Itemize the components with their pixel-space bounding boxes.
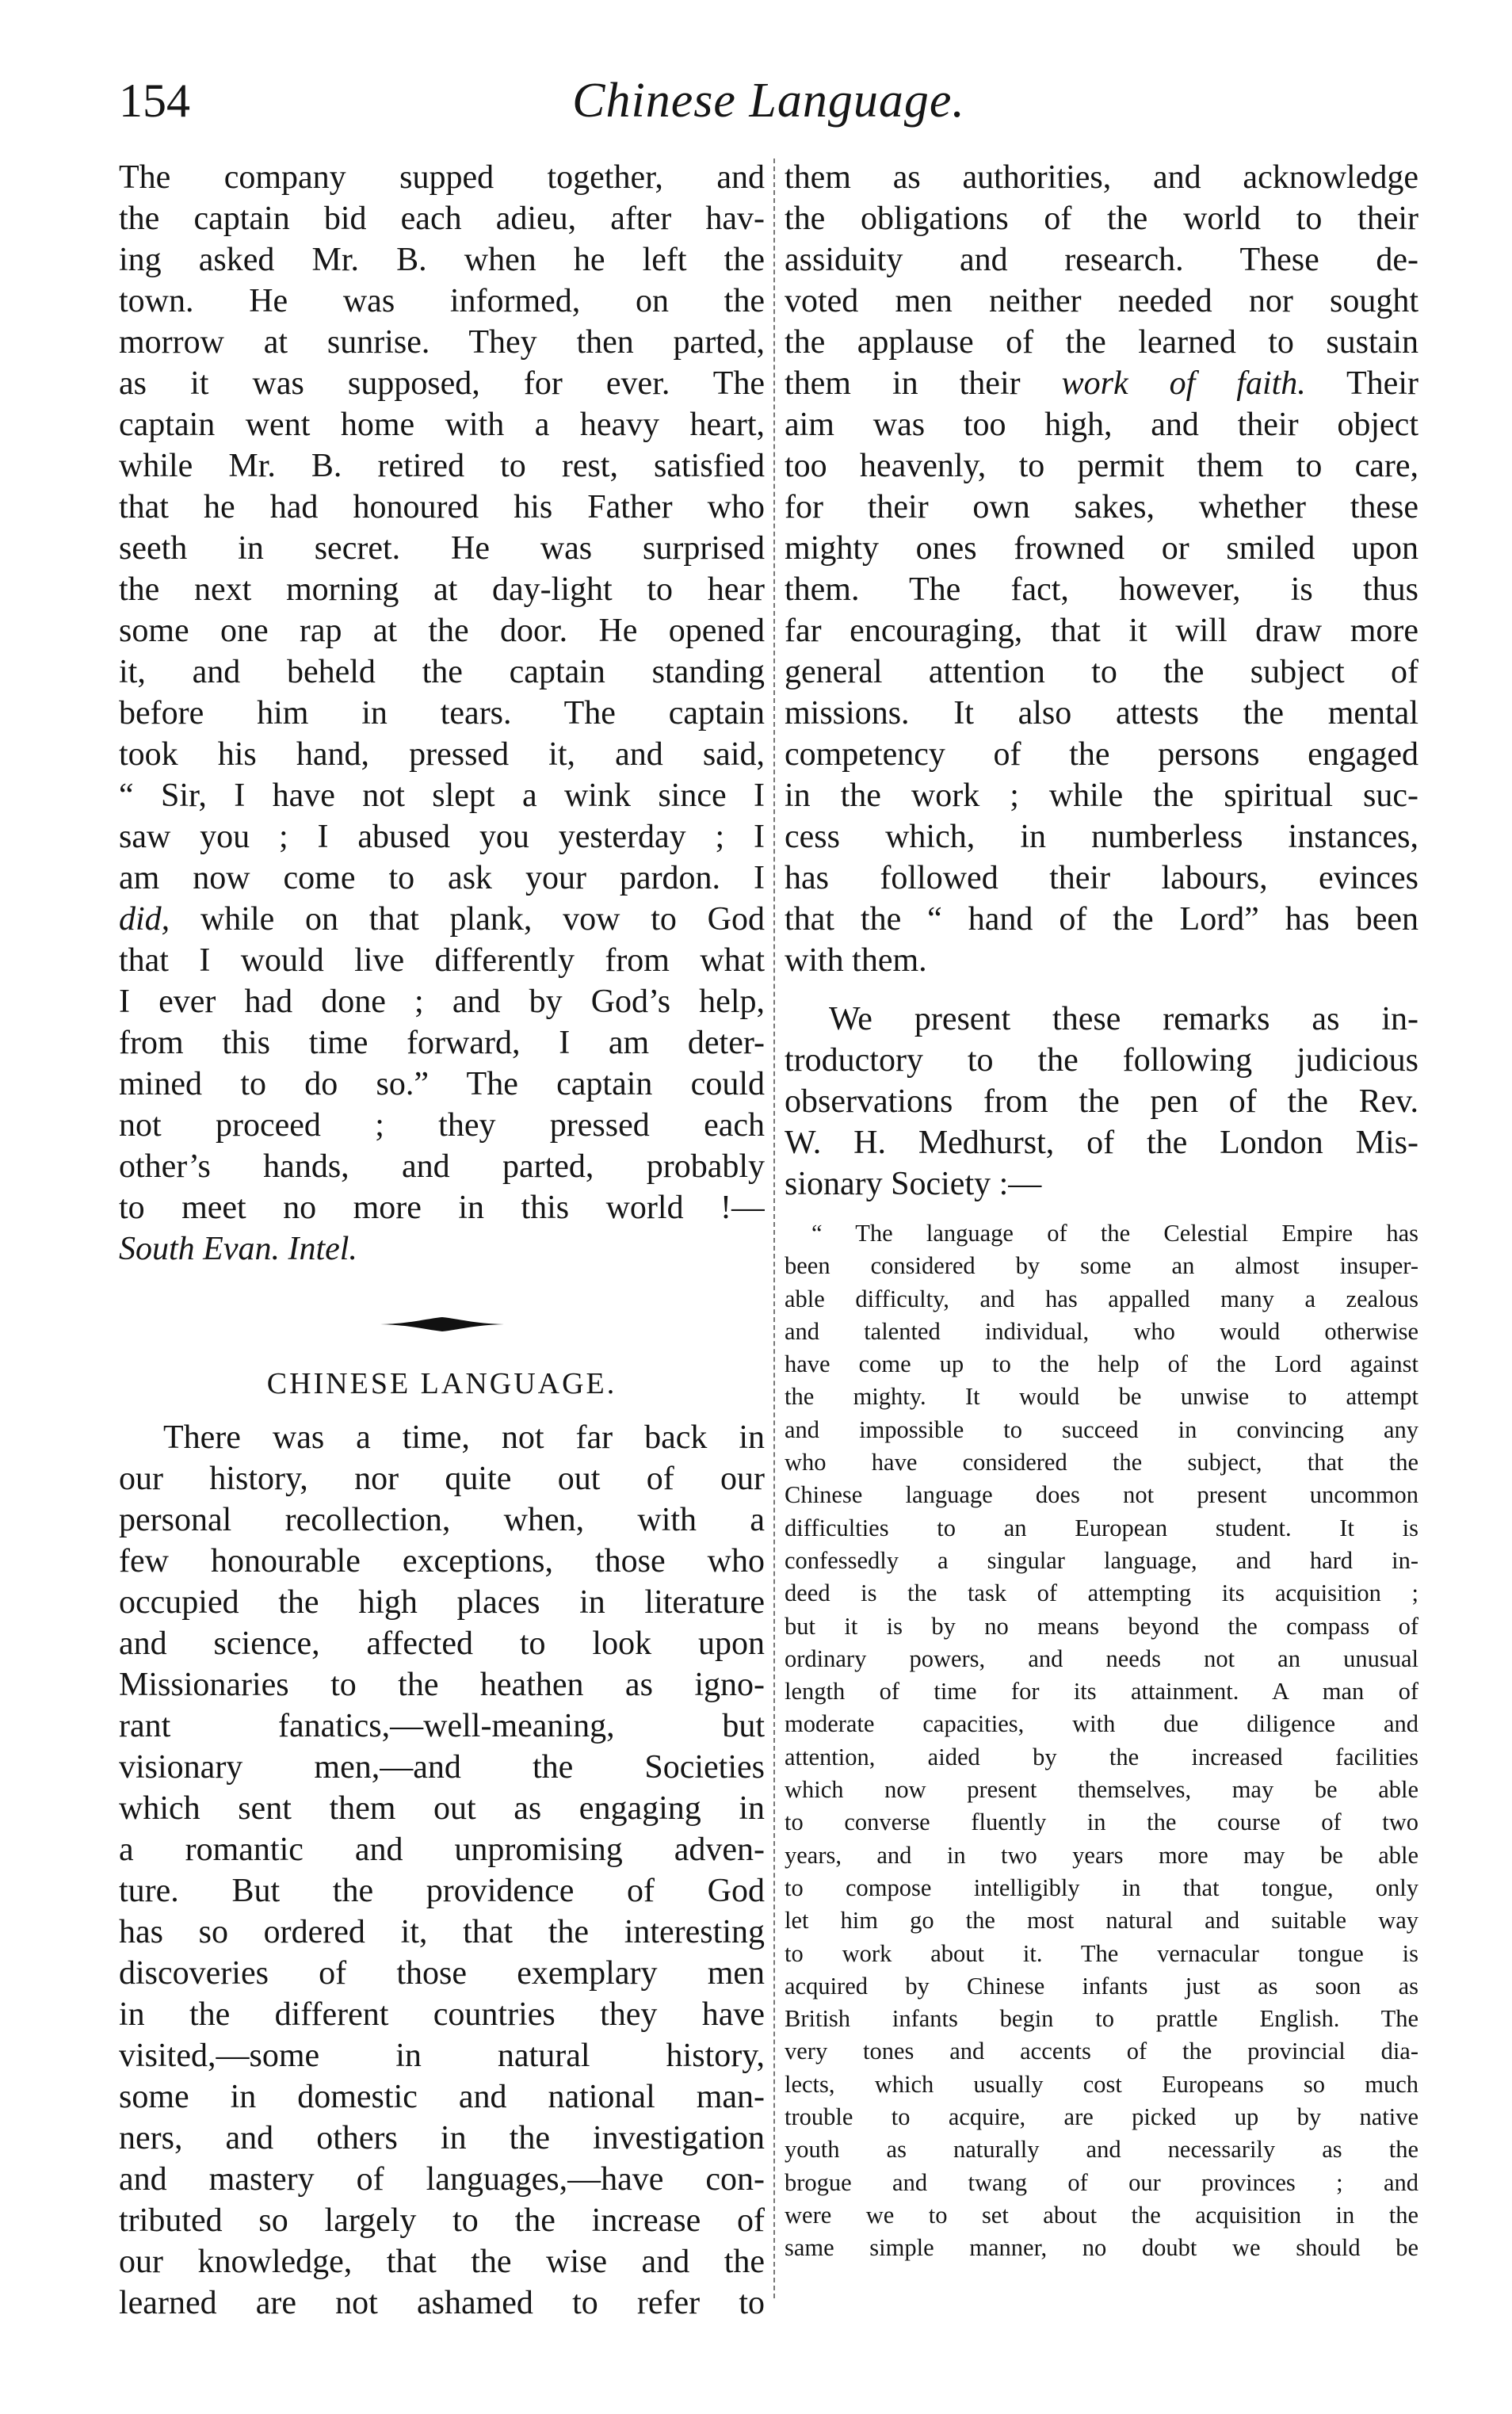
quote-line: attention, aided by the increased facilities xyxy=(785,1743,1418,1770)
text-line: which sent them out as engaging in xyxy=(119,1790,765,1827)
text-line: the next morning at day-light to hear xyxy=(119,571,765,608)
quote-line: been considered by some an almost insuper- xyxy=(785,1252,1418,1280)
text-line: some in domestic and national man- xyxy=(119,2079,765,2115)
block-quotation xyxy=(785,1217,1418,2265)
quote-line: have come up to the help of the Lord against xyxy=(785,1350,1418,1378)
text-line: rant fanatics,—well-meaning, but xyxy=(119,1708,765,1744)
text-line: assiduity and research. These de- xyxy=(785,242,1418,278)
text-line: took his hand, pressed it, and said, xyxy=(119,736,765,773)
text-line: missions. It also attests the mental xyxy=(785,695,1418,731)
quote-line: length of time for its attainment. A man of xyxy=(785,1678,1418,1705)
quote-line: able difficulty, and has appalled many a zealous xyxy=(785,1285,1418,1312)
text-line: in the different countries they have xyxy=(119,1996,765,2033)
text-line: has so ordered it, that the interesting xyxy=(119,1914,765,1950)
text-line: it, and beheld the captain standing xyxy=(119,654,765,690)
right-column xyxy=(785,157,1418,2265)
text-line: “ Sir, I have not slept a wink since I xyxy=(119,777,765,814)
text-line: personal recollection, when, with a xyxy=(119,1502,765,1538)
section-title: CHINESE LANGUAGE. xyxy=(266,1367,617,1400)
text-line: competency of the persons engaged xyxy=(785,736,1418,773)
text-line: general attention to the subject of xyxy=(785,654,1418,690)
quote-line: let him go the most natural and suitable way xyxy=(785,1907,1418,1935)
essay-continuation xyxy=(785,157,1418,981)
text-line: too heavenly, to permit them to care, xyxy=(785,448,1418,484)
column-divider xyxy=(773,159,775,2298)
text-line: cess which, in numberless instances, xyxy=(785,819,1418,855)
text-line: W. H. Medhurst, of the London Mis- xyxy=(785,1125,1418,1161)
text-line: and mastery of languages,—have con- xyxy=(119,2161,765,2198)
text-line: observations from the pen of the Rev. xyxy=(785,1083,1418,1120)
text-line: troductory to the following judicious xyxy=(785,1042,1418,1079)
text-line: the captain bid each adieu, after hav- xyxy=(119,201,765,237)
quote-line: to work about it. The vernacular tongue is xyxy=(785,1939,1418,1967)
text-line: from this time forward, I am deter- xyxy=(119,1025,765,1061)
quote-line: the mighty. It would be unwise to attempt xyxy=(785,1383,1418,1411)
paragraph-gap xyxy=(785,981,1418,999)
text-line: them. The fact, however, is thus xyxy=(785,571,1418,608)
text-line: Missionaries to the heathen as igno- xyxy=(119,1667,765,1703)
text-line xyxy=(785,363,1418,404)
text-line: before him in tears. The captain xyxy=(119,695,765,731)
running-title: Chinese Language. xyxy=(572,74,965,128)
text-line: that the “ hand of the Lord” has been xyxy=(785,901,1418,938)
text-line: morrow at sunrise. They then parted, xyxy=(119,324,765,361)
text-line: voted men neither needed nor sought xyxy=(785,283,1418,319)
text-line: aim was too high, and their object xyxy=(785,407,1418,443)
quote-line: “ The language of the Celestial Empire has xyxy=(811,1220,1418,1247)
text-line: our history, nor quite out of our xyxy=(119,1461,765,1497)
italic-emphasis: did, xyxy=(119,901,170,938)
quote-line: and impossible to succeed in convincing any xyxy=(785,1415,1418,1443)
text-line: I ever had done ; and by God’s help, xyxy=(119,984,765,1020)
text-fragment: Their xyxy=(1305,365,1418,402)
text-line: while Mr. B. retired to rest, satisfied xyxy=(119,448,765,484)
text-line: seeth in secret. He was surprised xyxy=(119,530,765,567)
text-line: sionary Society :— xyxy=(785,1166,1042,1202)
text-line: few honourable exceptions, those who xyxy=(119,1543,765,1579)
quote-line: difficulties to an European student. It is xyxy=(785,1514,1418,1541)
text-line: tributed so largely to the increase of xyxy=(119,2202,765,2239)
text-line: them as authorities, and acknowledge xyxy=(785,159,1418,196)
text-line: learned are not ashamed to refer to xyxy=(119,2285,765,2321)
text-line: saw you ; I abused you yesterday ; I xyxy=(119,819,765,855)
text-line: mighty ones frowned or smiled upon xyxy=(785,530,1418,567)
intro-paragraph xyxy=(785,999,1418,1205)
text-line: ing asked Mr. B. when he left the xyxy=(119,242,765,278)
text-line: the applause of the learned to sustain xyxy=(785,324,1418,361)
text-line: occupied the high places in literature xyxy=(119,1584,765,1621)
text-line: captain went home with a heavy heart, xyxy=(119,407,765,443)
quote-line: and talented individual, who would otherwise xyxy=(785,1317,1418,1345)
essay-text xyxy=(119,1417,765,2324)
quote-line: years, and in two years more may be able xyxy=(785,1841,1418,1869)
quote-line: to converse fluently in the course of two xyxy=(785,1809,1418,1836)
quote-line: moderate capacities, with due diligence and xyxy=(785,1710,1418,1738)
text-line: There was a time, not far back in xyxy=(163,1419,765,1456)
text-line: that I would live differently from what xyxy=(119,942,765,979)
text-line: for their own sakes, whether these xyxy=(785,489,1418,525)
quote-line: British infants begin to prattle English. The xyxy=(785,2005,1418,2033)
quote-line: to compose intelligibly in that tongue, only xyxy=(785,1874,1418,1901)
quote-line: lects, which usually cost Europeans so much xyxy=(785,2070,1418,2098)
text-line: to meet no more in this world !— xyxy=(119,1190,765,1226)
quote-line: were we to set about the acquisition in the xyxy=(785,2201,1418,2229)
text-line: has followed their labours, evinces xyxy=(785,860,1418,896)
text-line: as it was supposed, for ever. The xyxy=(119,365,765,402)
source-citation: South Evan. Intel. xyxy=(119,1231,357,1267)
paragraph-gap xyxy=(785,1205,1418,1217)
quote-line: trouble to acquire, are picked up by native xyxy=(785,2103,1418,2131)
text-line: a romantic and unpromising adven- xyxy=(119,1832,765,1868)
text-line: some one rap at the door. He opened xyxy=(119,613,765,649)
text-line: with them. xyxy=(785,942,927,979)
page-number: 154 xyxy=(119,74,190,127)
text-line: We present these remarks as in- xyxy=(829,1001,1418,1037)
quote-line: youth as naturally and necessarily as the xyxy=(785,2136,1418,2164)
text-line: that he had honoured his Father who xyxy=(119,489,765,525)
quote-line: very tones and accents of the provincial dia- xyxy=(785,2038,1418,2065)
quote-line: Chinese language does not present uncommon xyxy=(785,1481,1418,1509)
page-header xyxy=(119,65,1418,136)
text-fragment: them in their xyxy=(785,365,1062,402)
quote-line: brogue and twang of our provinces ; and xyxy=(785,2168,1418,2196)
quote-line: which now present themselves, may be able xyxy=(785,1776,1418,1804)
text-line: and science, affected to look upon xyxy=(119,1625,765,1662)
quote-line: same simple manner, no doubt we should be xyxy=(785,2234,1418,2262)
text-line: ners, and others in the investigation xyxy=(119,2120,765,2156)
quote-line: acquired by Chinese infants just as soon as xyxy=(785,1972,1418,2000)
italic-emphasis: work of faith. xyxy=(1061,365,1306,402)
ornament-rule-icon xyxy=(379,1314,506,1335)
text-line: ture. But the providence of God xyxy=(119,1873,765,1909)
text-line: visited,—some in natural history, xyxy=(119,2038,765,2074)
text-line xyxy=(119,899,765,940)
left-column xyxy=(119,157,765,2324)
text-line: far encouraging, that it will draw more xyxy=(785,613,1418,649)
text-line: our knowledge, that the wise and the xyxy=(119,2244,765,2280)
quote-line: confessedly a singular language, and hard in- xyxy=(785,1546,1418,1574)
quote-line: who have considered the subject, that the xyxy=(785,1449,1418,1476)
text-line: am now come to ask your pardon. I xyxy=(119,860,765,896)
text-line: town. He was informed, on the xyxy=(119,283,765,319)
text-line: other’s hands, and parted, probably xyxy=(119,1148,765,1185)
quote-line: but it is by no means beyond the compass of xyxy=(785,1612,1418,1640)
text-line: visionary men,—and the Societies xyxy=(119,1749,765,1786)
text-line: the obligations of the world to their xyxy=(785,201,1418,237)
text-line: mined to do so.” The captain could xyxy=(119,1066,765,1102)
text-fragment: while on that plank, vow to God xyxy=(170,901,765,938)
text-line: discoveries of those exemplary men xyxy=(119,1955,765,1992)
text-line: The company supped together, and xyxy=(119,159,765,196)
text-line: not proceed ; they pressed each xyxy=(119,1107,765,1144)
quote-line: ordinary powers, and needs not an unusual xyxy=(785,1644,1418,1672)
text-line: in the work ; while the spiritual suc- xyxy=(785,777,1418,814)
quote-line: deed is the task of attempting its acquisition ; xyxy=(785,1579,1418,1607)
story-text xyxy=(119,157,765,1270)
